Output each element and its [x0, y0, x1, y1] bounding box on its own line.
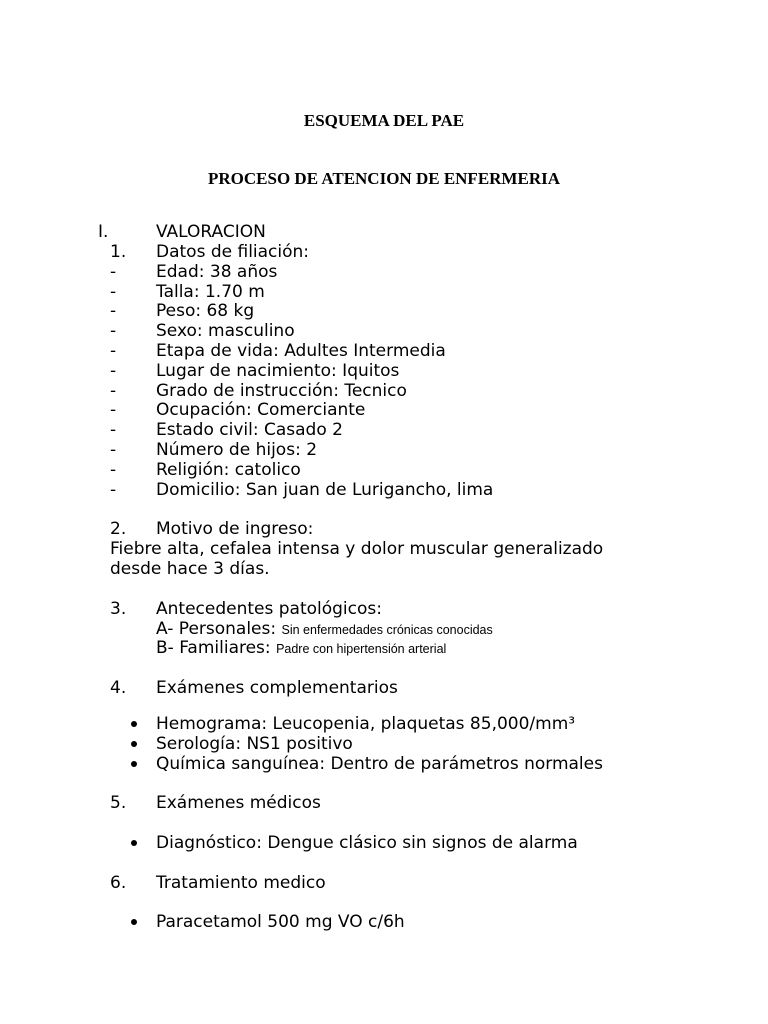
- dash-marker: -: [110, 341, 117, 361]
- familiares-label: B- Familiares:: [156, 638, 271, 658]
- document-subtitle: PROCESO DE ATENCION DE ENFERMERIA: [207, 169, 560, 188]
- personales-value: Sin enfermedades crónicas conocidas: [281, 623, 493, 637]
- antecedentes-personales: [156, 619, 493, 640]
- item-number: 2.: [110, 519, 127, 539]
- item-number: 4.: [110, 678, 127, 698]
- dash-marker: -: [110, 301, 117, 321]
- dash-marker: -: [110, 381, 117, 401]
- dash-marker: -: [110, 480, 117, 500]
- exam-item: Hemograma: Leucopenia, plaquetas 85,000/mm³: [156, 714, 576, 734]
- motivo-text: desde hace 3 días.: [110, 559, 270, 579]
- examenes-medicos-heading: Exámenes médicos: [156, 793, 321, 813]
- filiacion-item: Talla: 1.70 m: [156, 282, 265, 302]
- item-number: 1.: [110, 242, 127, 262]
- dash-marker: -: [110, 460, 117, 480]
- filiacion-item: Ocupación: Comerciante: [156, 400, 366, 420]
- filiacion-item: Estado civil: Casado 2: [156, 420, 343, 440]
- exam-item: Serología: NS1 positivo: [156, 734, 353, 754]
- dash-marker: -: [110, 400, 117, 420]
- filiacion-heading: Datos de filiación:: [156, 242, 310, 262]
- filiacion-item: Grado de instrucción: Tecnico: [156, 381, 407, 401]
- exam-item: Química sanguínea: Dentro de parámetros normales: [156, 754, 603, 774]
- filiacion-item: Religión: catolico: [156, 460, 301, 480]
- filiacion-item: Lugar de nacimiento: Iquitos: [156, 361, 400, 381]
- bullet-marker: [131, 840, 137, 846]
- motivo-heading: Motivo de ingreso:: [156, 519, 314, 539]
- tratamiento-item: Paracetamol 500 mg VO c/6h: [156, 912, 405, 932]
- dash-marker: -: [110, 420, 117, 440]
- item-number: 3.: [110, 599, 127, 619]
- item-number: 5.: [110, 793, 127, 813]
- examenes-complementarios-heading: Exámenes complementarios: [156, 678, 398, 698]
- bullet-marker: [131, 919, 137, 925]
- filiacion-item: Edad: 38 años: [156, 262, 278, 282]
- bullet-marker: [131, 761, 137, 767]
- bullet-marker: [131, 741, 137, 747]
- filiacion-item: Sexo: masculino: [156, 321, 295, 341]
- document-title: ESQUEMA DEL PAE: [303, 111, 465, 130]
- dash-marker: -: [110, 282, 117, 302]
- dash-marker: -: [110, 361, 117, 381]
- bullet-marker: [131, 721, 137, 727]
- item-number: 6.: [110, 873, 127, 893]
- antecedentes-familiares: [156, 638, 446, 659]
- section-numeral: I.: [98, 222, 109, 242]
- dash-marker: -: [110, 321, 117, 341]
- tratamiento-heading: Tratamiento medico: [156, 873, 326, 893]
- dash-marker: -: [110, 440, 117, 460]
- antecedentes-heading: Antecedentes patológicos:: [156, 599, 382, 619]
- section-heading: VALORACION: [156, 222, 266, 242]
- filiacion-item: Peso: 68 kg: [156, 301, 255, 321]
- motivo-text: Fiebre alta, cefalea intensa y dolor muscular generalizado: [110, 539, 604, 559]
- personales-label: A- Personales:: [156, 619, 277, 639]
- filiacion-item: Etapa de vida: Adultes Intermedia: [156, 341, 446, 361]
- dash-marker: -: [110, 262, 117, 282]
- diagnostico-item: Diagnóstico: Dengue clásico sin signos de alarma: [156, 833, 578, 853]
- filiacion-item: Domicilio: San juan de Lurigancho, lima: [156, 480, 494, 500]
- familiares-value: Padre con hipertensión arterial: [276, 642, 447, 656]
- filiacion-item: Número de hijos: 2: [156, 440, 318, 460]
